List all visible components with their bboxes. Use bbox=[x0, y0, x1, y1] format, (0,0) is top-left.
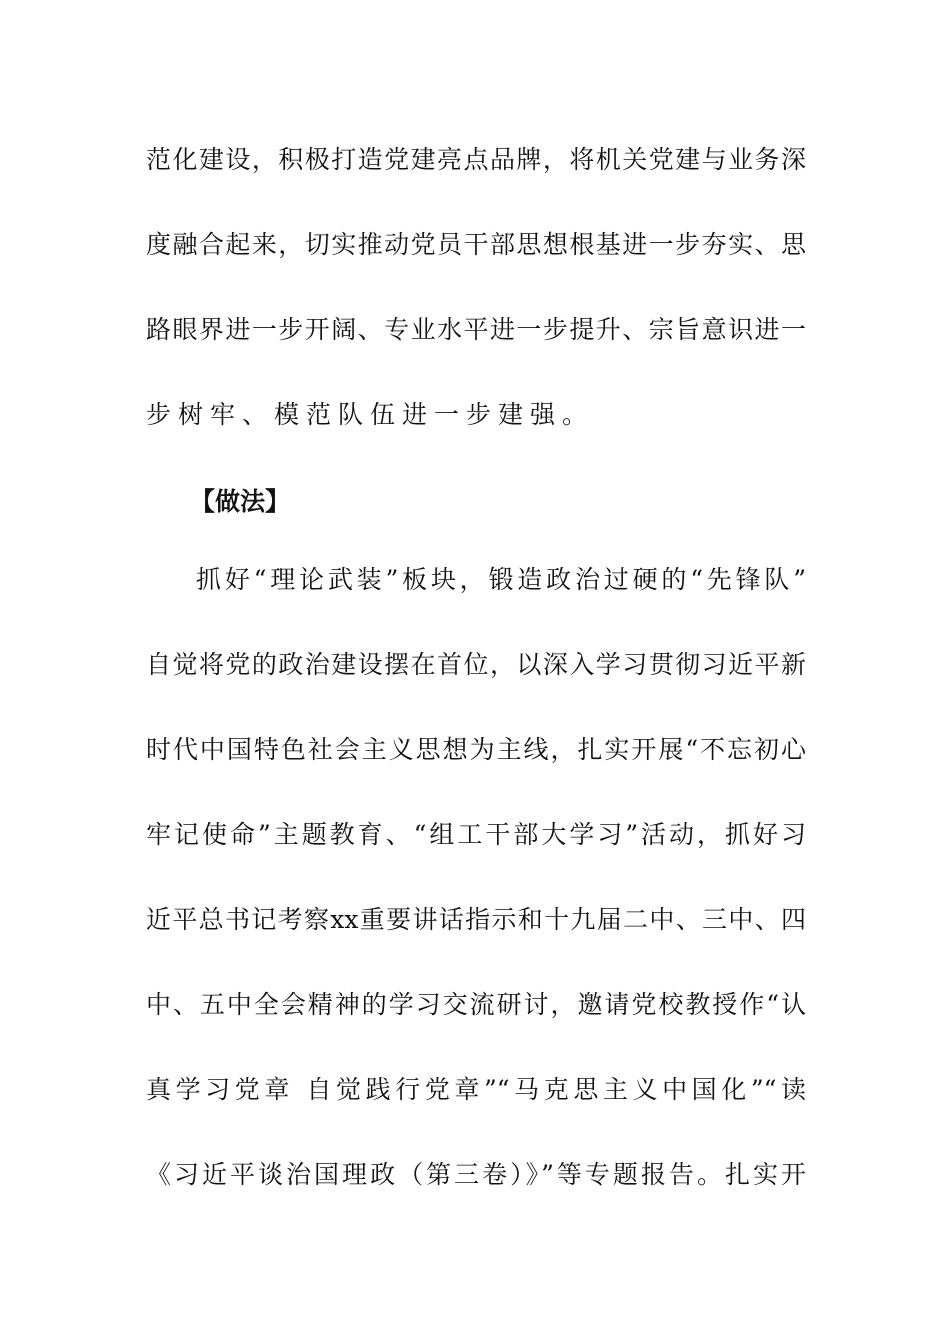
paragraph1-line-2: 度融合起来，切实推动党员干部思想根基进一步夯实、思 bbox=[146, 230, 806, 259]
paragraph2-line-6: 中、五中全会精神的学习交流研讨，邀请党校教授作“认 bbox=[146, 990, 806, 1019]
paragraph2-line-4: 牢记使命”主题教育、“组工干部大学习”活动，抓好习 bbox=[146, 820, 806, 849]
paragraph2-line-5: 近平总书记考察xx重要讲话指示和十九届二中、三中、四 bbox=[146, 905, 806, 934]
section-heading: 【做法】 bbox=[190, 487, 291, 516]
paragraph2-line-7: 真学习党章 自觉践行党章”“马克思主义中国化”“读 bbox=[146, 1075, 806, 1104]
paragraph1-line-1: 范化建设，积极打造党建亮点品牌，将机关党建与业务深 bbox=[146, 145, 806, 174]
paragraph1-line-4: 步树牢、模范队伍进一步建强。 bbox=[146, 400, 595, 429]
paragraph2-line-1: 抓好“理论武装”板块，锻造政治过硬的“先锋队” bbox=[196, 565, 806, 594]
paragraph1-line-3: 路眼界进一步开阔、专业水平进一步提升、宗旨意识进一 bbox=[146, 315, 806, 344]
paragraph2-line-2: 自觉将党的政治建设摆在首位，以深入学习贯彻习近平新 bbox=[146, 650, 806, 679]
paragraph2-line-3: 时代中国特色社会主义思想为主线，扎实开展“不忘初心 bbox=[146, 735, 806, 764]
paragraph2-line-8: 《习近平谈治国理政（第三卷）》”等专题报告。扎实开 bbox=[146, 1160, 806, 1189]
